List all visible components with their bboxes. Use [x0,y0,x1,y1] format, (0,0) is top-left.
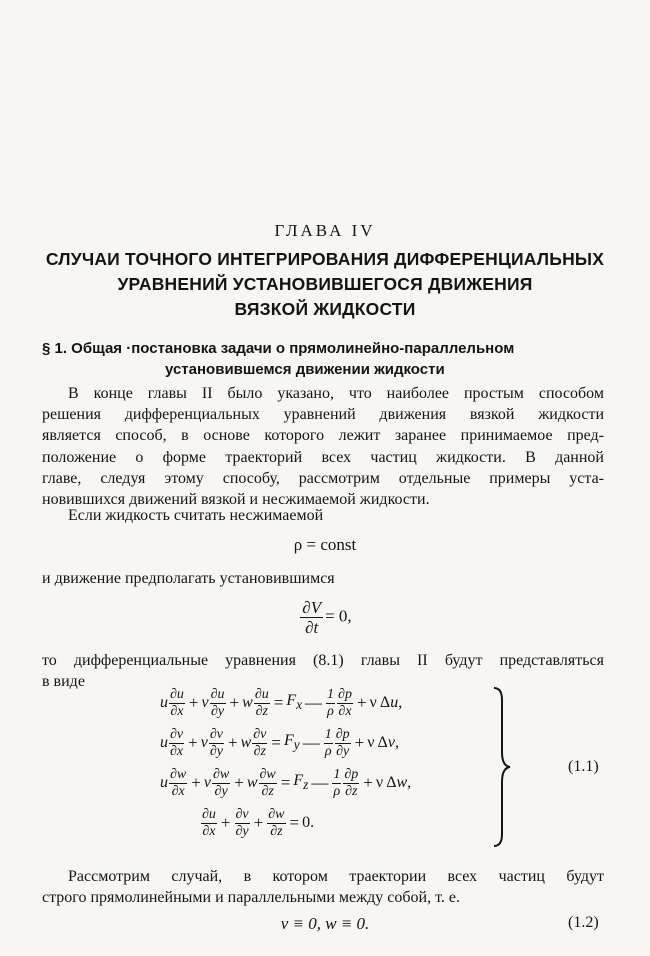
text-line: В конце главы II было указано, что наиболее простым способом [68,385,604,402]
chapter-title-line: СЛУЧАИ ТОЧНОГО ИНТЕГРИРОВАНИЯ ДИФФЕРЕНЦИАЛЬНЫХ [45,249,605,269]
text-line: является способ, в основе которого лежит заранее принимаемое пред- [42,427,604,445]
section-heading-line: § 1. Общая ·постановка задачи о прямолинейно-параллельном [42,340,515,357]
paragraph-intro [42,383,604,510]
chapter-label: ГЛАВА IV [274,221,376,240]
text-line: новившихся движений вязкой и несжимаемой жидкости. [42,490,430,508]
equation-steady: $\frac{\partial V}{\partial t}$ = 0, [302,598,352,637]
section-heading [42,338,617,380]
chapter-title [30,247,620,322]
text-line: главе, следуя этому способу, рассмотрим отдельные примеры уста- [42,469,604,487]
text-line: то дифференциальные уравнения (8.1) главы II будут представляться [42,652,604,669]
equation-zero-velocities: v ≡ 0, w ≡ 0. [280,914,370,933]
text-line: строго прямолинейными и параллельными между собой, т. е. [42,889,460,907]
text-line: в виде [42,673,85,691]
chapter-title-line: УРАВНЕНИЙ УСТАНОВИВШЕГОСЯ ДВИЖЕНИЯ [117,274,533,294]
equation-row-continuity: ∂u ∂x + $\frac{\partial v}{\partial y}$ + $\frac{\partial w}{\partial z}$ = 0. [202,806,315,839]
system-brace [490,686,512,848]
text-line: Рассмотрим случай, в котором траектории всех частиц будут [68,868,604,885]
equation-row-v: u ∂v ∂x + v ∂v ∂y + w $\frac{\partial v}{\partial z}$ = $F_y$ — 1 ρ ∂p ∂y + ν Δ v , [160,726,399,759]
paragraph-incompressible: Если жидкость считать несжимаемой [68,507,324,524]
text-line: положение о форме траекторий всех частиц жидкости. В данной [42,448,604,466]
equation-number: (1.1) [568,758,599,775]
paragraph-steady: и движение предполагать установившимся [42,570,335,587]
fraction: $\frac{\partial V}{\partial t}$ [302,598,322,637]
navier-stokes-system [160,683,500,843]
equation-row-w: u ∂w ∂x + v ∂w ∂y + w $\frac{\partial w}{\partial z}$ = $F_z$ — 1 ρ ∂p ∂z + ν Δ w , [160,766,412,799]
section-heading-line: установившемся движении жидкости [165,361,445,378]
equation-row-u: u ∂u ∂x + v ∂u ∂y + w $\frac{\partial u}{\partial z}$ = $F_x$ — 1 ρ ∂p ∂x + ν Δ u , [160,686,403,719]
equation-rho: ρ = const [293,535,357,554]
equation-number: (1.2) [568,914,599,931]
chapter-title-line: ВЯЗКОЙ ЖИДКОСТИ [234,299,416,319]
text-line: решения дифференциальных уравнений движения вязкой жидкости [42,406,604,424]
paragraph-rectilinear [42,866,604,908]
